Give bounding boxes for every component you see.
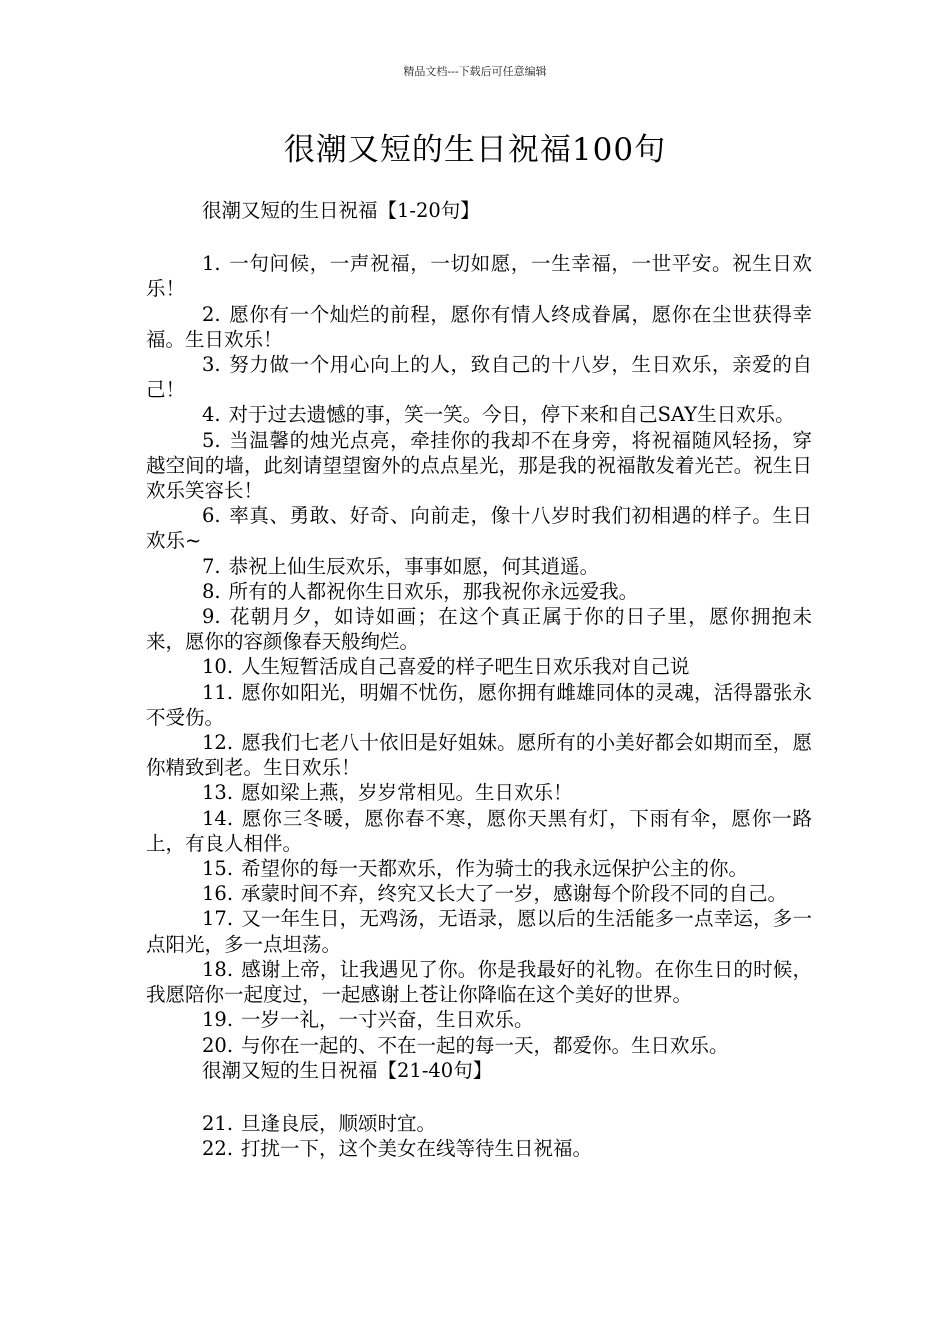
blessing-number: 18.	[202, 957, 234, 981]
blessing-number: 10.	[202, 655, 234, 679]
blessing-item	[146, 1033, 812, 1058]
blessing-number: 1.	[202, 252, 221, 276]
blessing-item	[146, 957, 812, 1007]
blessing-text: 希望你的每一天都欢乐，作为骑士的我永远保护公主的你。	[241, 857, 749, 881]
blessing-number: 11.	[202, 680, 234, 704]
blessing-item	[146, 1007, 812, 1032]
blessing-number: 15.	[202, 857, 234, 881]
blessing-text: 所有的人都祝你生日欢乐，那我祝你永远爱我。	[228, 579, 639, 603]
blessing-text: 愿如梁上燕，岁岁常相见。生日欢乐！	[241, 781, 573, 805]
blessing-item	[146, 251, 812, 301]
blessing-text: 旦逢良辰，顺颂时宜。	[241, 1111, 437, 1135]
blessing-number: 20.	[202, 1033, 234, 1057]
blessing-list-2	[146, 1111, 812, 1161]
blessing-number: 5.	[202, 428, 221, 452]
blessing-number: 6.	[202, 504, 221, 528]
blessing-text: 一岁一礼，一寸兴奋，生日欢乐。	[241, 1008, 534, 1032]
blessing-item	[146, 604, 812, 654]
blessing-text: 承蒙时间不弃，终究又长大了一岁，感谢每个阶段不同的自己。	[241, 882, 788, 906]
blessing-text: 努力做一个用心向上的人，致自己的十八岁，生日欢乐，亲爱的自己！	[146, 353, 812, 402]
blessing-text: 与你在一起的、不在一起的每一天，都爱你。生日欢乐。	[241, 1033, 729, 1057]
blessing-text: 率真、勇敢、好奇、向前走，像十八岁时我们初相遇的样子。生日欢乐~	[146, 504, 812, 553]
blessing-text: 愿你有一个灿烂的前程，愿你有情人终成眷属，愿你在尘世获得幸福。生日欢乐！	[146, 302, 812, 351]
blessing-item	[146, 352, 812, 402]
section-heading-1: 很潮又短的生日祝福【1-20句】	[202, 199, 480, 222]
blessing-number: 4.	[202, 403, 221, 427]
blessing-text: 当温馨的烛光点亮，牵挂你的我却不在身旁，将祝福随风轻扬，穿越空间的墙，此刻请望望窗外的点点星光，那是我的祝福散发着光芒。祝生日欢乐笑容长！	[146, 428, 812, 503]
blessing-text: 又一年生日，无鸡汤，无语录，愿以后的生活能多一点幸运，多一点阳光，多一点坦荡。	[146, 907, 812, 956]
blessing-item	[146, 856, 812, 881]
blessing-number: 16.	[202, 882, 234, 906]
blessing-item	[146, 730, 812, 780]
blessing-number: 14.	[202, 806, 234, 830]
blessing-text: 愿你如阳光，明媚不忧伤，愿你拥有雌雄同体的灵魂，活得嚣张永不受伤。	[146, 680, 812, 729]
section-spacer	[146, 223, 812, 251]
blessing-item	[146, 881, 812, 906]
blessing-text: 打扰一下，这个美女在线等待生日祝福。	[241, 1137, 593, 1161]
blessing-number: 13.	[202, 781, 234, 805]
header-note: 精品文档---下载后可任意编辑	[403, 65, 547, 78]
blessing-number: 3.	[202, 353, 221, 377]
blessing-number: 19.	[202, 1008, 234, 1032]
blessing-list-1	[146, 251, 812, 1058]
blessing-number: 17.	[202, 907, 234, 931]
blessing-text: 感谢上帝，让我遇见了你。你是我最好的礼物。在你生日的时候，我愿陪你一起度过，一起感谢上苍让你降临在这个美好的世界。	[146, 957, 812, 1007]
blessing-number: 9.	[202, 605, 221, 629]
blessing-text: 人生短暂活成自己喜爱的样子吧生日欢乐我对自己说	[241, 655, 690, 679]
section-spacer	[146, 1083, 812, 1111]
blessing-text: 愿我们七老八十依旧是好姐妹。愿所有的小美好都会如期而至，愿你精致到老。生日欢乐！	[146, 731, 812, 780]
blessing-text: 愿你三冬暖，愿你春不寒，愿你天黑有灯，下雨有伞，愿你一路上，有良人相伴。	[146, 806, 812, 855]
blessing-item	[146, 554, 812, 579]
blessing-number: 2.	[202, 302, 221, 326]
blessing-number: 22.	[202, 1137, 234, 1161]
blessing-item	[146, 1136, 812, 1161]
blessing-text: 恭祝上仙生辰欢乐，事事如愿，何其逍遥。	[228, 554, 600, 578]
document-title: 很潮又短的生日祝福100句	[283, 132, 667, 168]
blessing-number: 7.	[202, 554, 221, 578]
blessing-item	[146, 680, 812, 730]
blessing-item	[146, 1111, 812, 1136]
section-heading-2: 很潮又短的生日祝福【21-40句】	[202, 1058, 493, 1082]
blessing-text: 一句问候，一声祝福，一切如愿，一生幸福，一世平安。祝生日欢乐！	[146, 252, 812, 301]
blessing-item	[146, 780, 812, 805]
blessing-text: 花朝月夕，如诗如画；在这个真正属于你的日子里，愿你拥抱未来，愿你的容颜像春天般绚烂。	[146, 605, 812, 654]
blessing-number: 21.	[202, 1111, 234, 1135]
document-body	[146, 198, 812, 1161]
blessing-number: 8.	[202, 579, 221, 603]
blessing-item	[146, 806, 812, 856]
blessing-item	[146, 428, 812, 504]
blessing-item	[146, 302, 812, 352]
blessing-number: 12.	[202, 731, 234, 755]
blessing-item	[146, 503, 812, 553]
blessing-item	[146, 402, 812, 427]
blessing-item	[146, 579, 812, 604]
blessing-text: 对于过去遗憾的事，笑一笑。今日，停下来和自己SAY生日欢乐。	[228, 403, 795, 427]
blessing-item	[146, 906, 812, 956]
blessing-item	[146, 654, 812, 679]
